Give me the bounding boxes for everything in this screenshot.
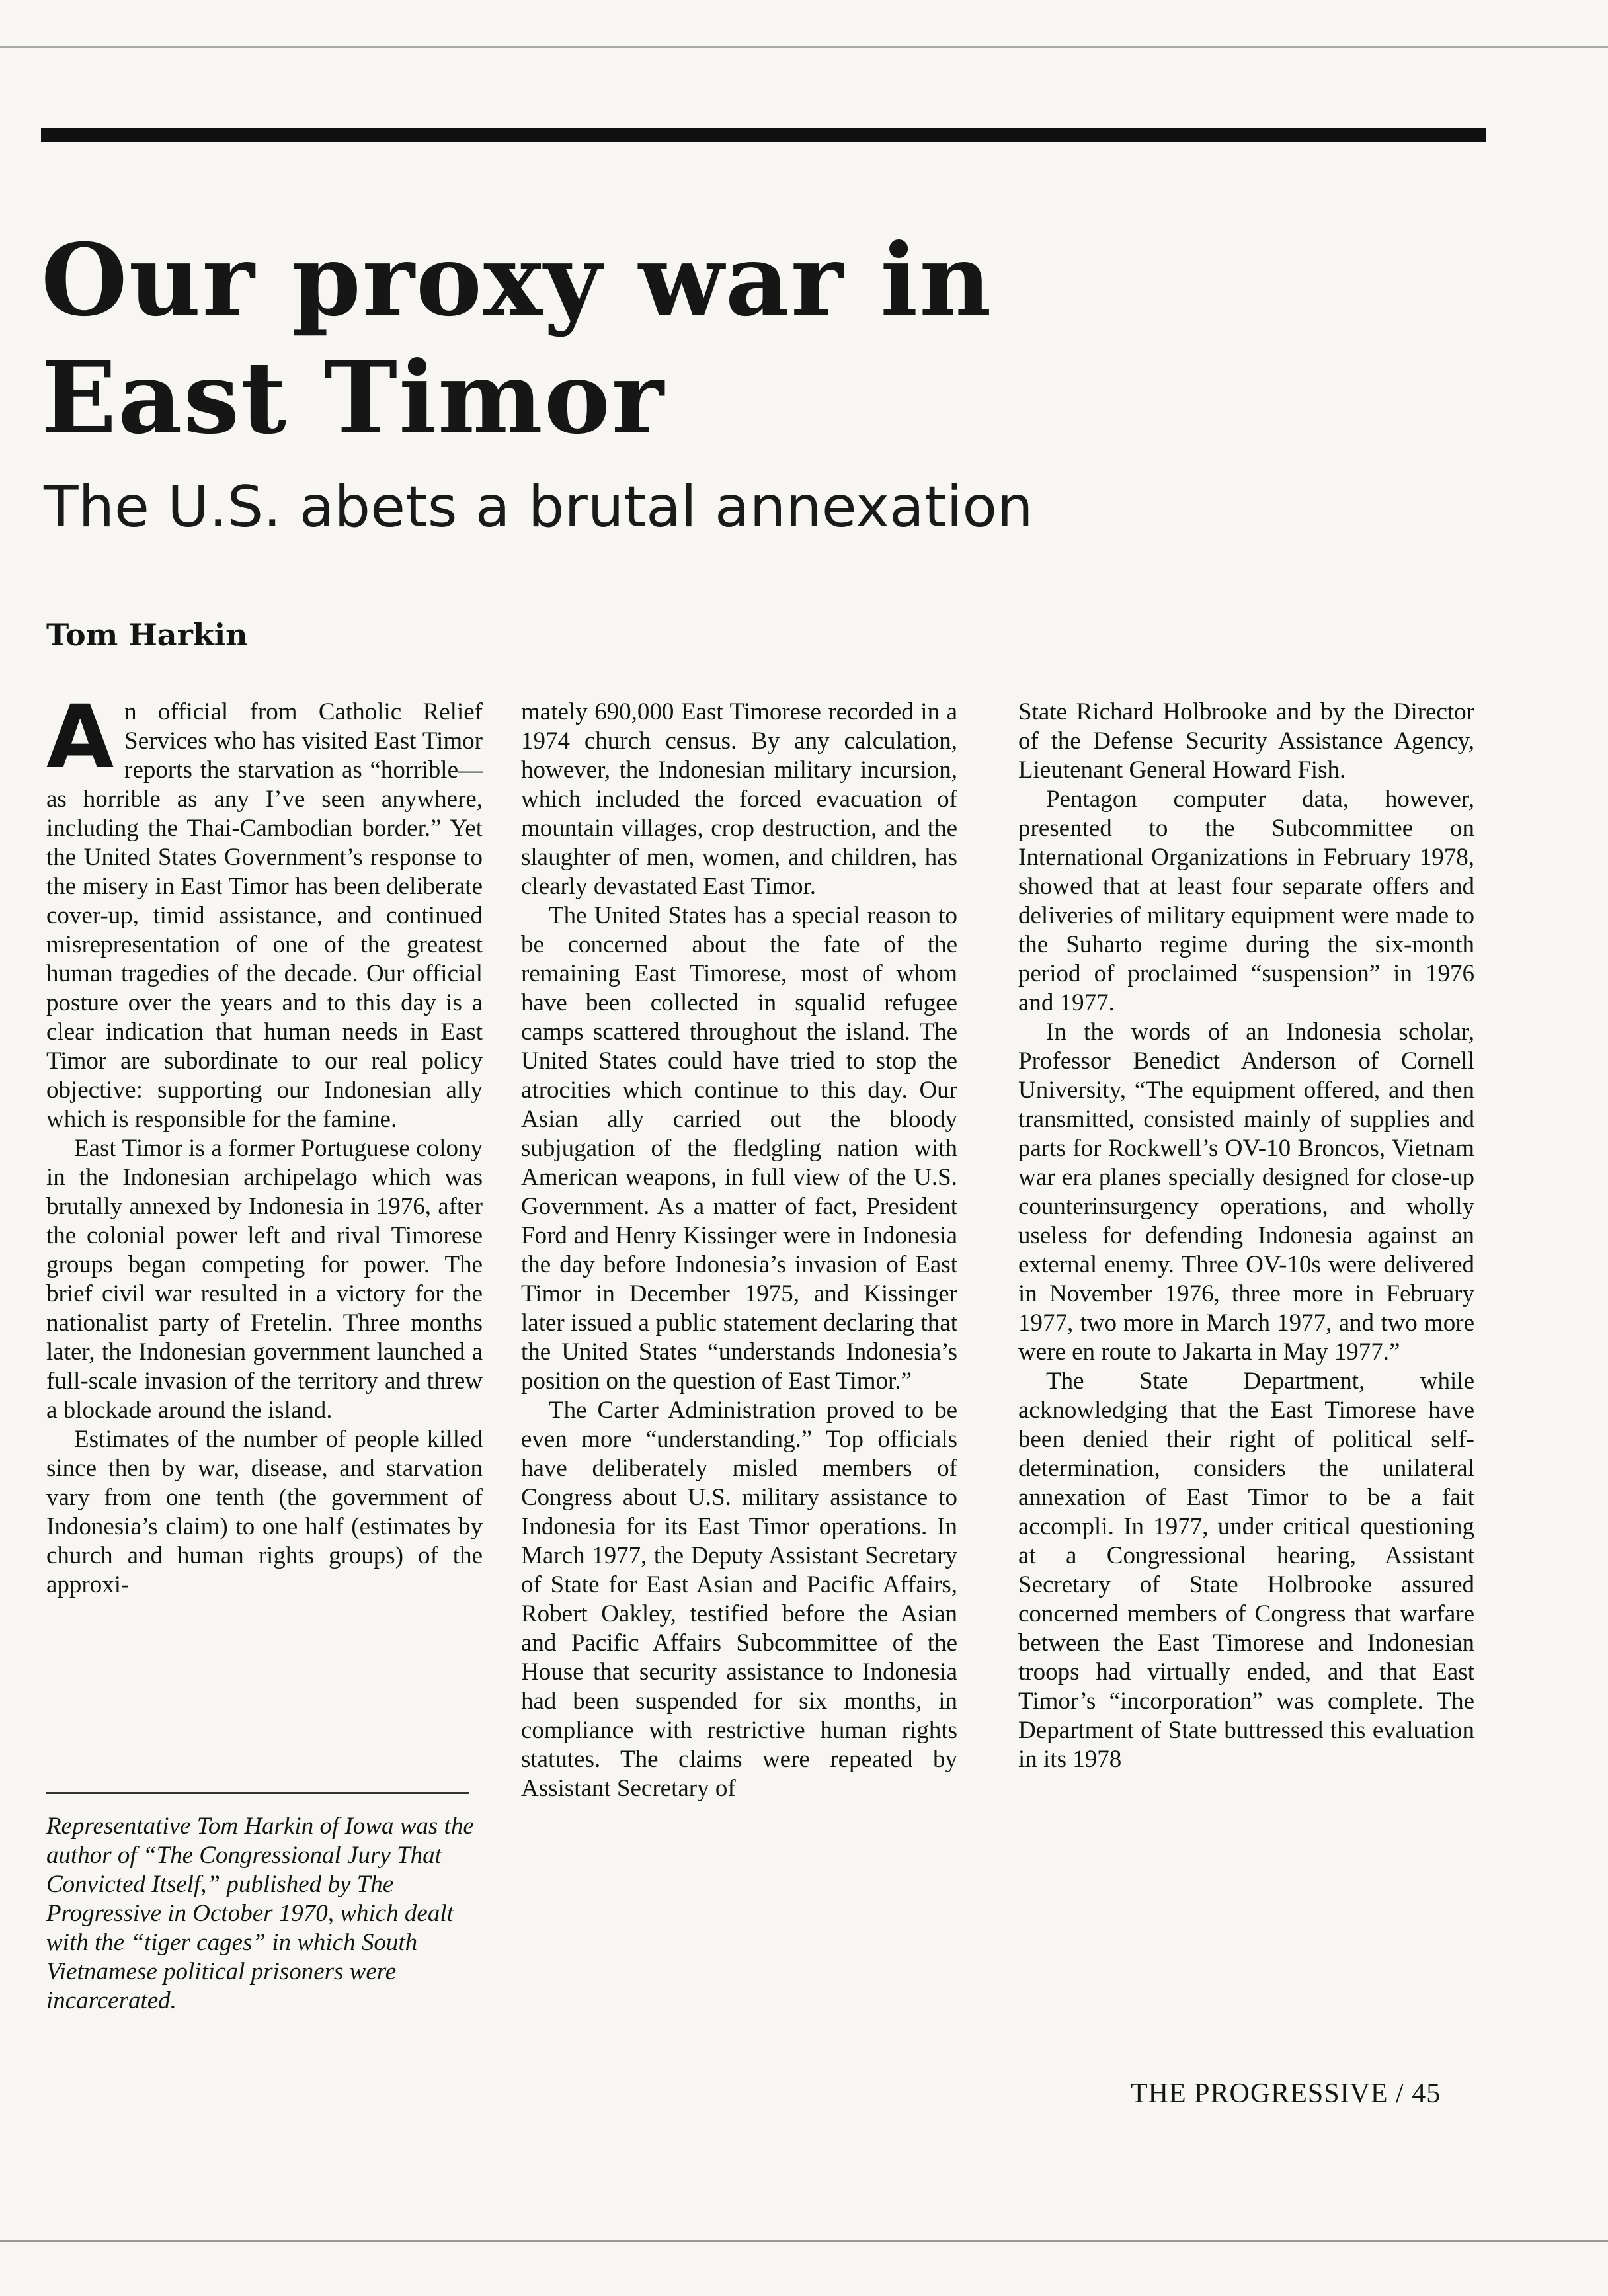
paragraph: mately 690,000 East Timorese recorded in a 1974 church census. By any calculation, however, the Indonesian military incursion, which included the forced evacuation of mountain villages, crop destruction, and the slaughter of men, women, and children, has clearly devastated East Timor.: [521, 698, 957, 900]
paragraph: East Timor is a former Portuguese colony in the Indonesian archipelago which was brutally annexed by Indonesia in 1976, after the colonial power left and rival Timorese groups began competing for power. The brief civil war resulted in a victory for the nationalist party of Fretelin. Three months later, the Indonesian government launched a full-scale invasion of the territory and threw a blockade around the island.: [46, 1135, 483, 1424]
paragraph: Estimates of the number of people killed since then by war, disease, and starvation vary from one tenth (the government of Indonesia’s claim) to one half (estimates by church and human rights groups) of the approxi-: [46, 1426, 483, 1598]
paragraph: Pentagon computer data, however, presented to the Subcommittee on International Organizations in February 1978, showed that at least four separate offers and deliveries of military equipment were made to the Suharto regime during the six-month period of proclaimed “suspension” in 1976 and 1977.: [1018, 786, 1474, 1016]
paragraph: The United States has a special reason to be concerned about the fate of the remaining East Timorese, most of whom have been collected in squalid refugee camps scattered throughout the island. The United States could have tried to stop the atrocities which continue to this day. Our Asian ally carried out the bloody subjugation of the fledgling nation with American weapons, in full view of the U.S. Government. As a matter of fact, President Ford and Henry Kissinger were in Indonesia the day before Indonesia’s invasion of East Timor in December 1975, and Kissinger later issued a public statement declaring that the United States “understands Indonesia’s position on the question of East Timor.”: [521, 902, 957, 1395]
paragraph: In the words of an Indonesia scholar, Professor Benedict Anderson of Cornell University, “The equipment offered, and then transmitted, consisted mainly of supplies and parts for Rockwell’s OV-10 Broncos, Vietnam war era planes specially designed for close-up counterinsurgency operations, and wholly useless for defending Indonesia against an external enemy. Three OV-10s were delivered in November 1976, three more in February 1977, two more in March 1977, and two more were en route to Jakarta in May 1977.”: [1018, 1018, 1474, 1366]
article-column-1: [46, 686, 483, 1600]
article-column-2: [521, 698, 957, 1803]
headline-line-1: Our proxy war in: [41, 222, 993, 339]
byline: Tom Harkin: [46, 617, 248, 653]
headline: [41, 222, 1099, 457]
subheadline: The U.S. abets a brutal annexation: [44, 474, 1033, 540]
paragraph-text: n official from Catholic Relief Services who has visited East Timor reports the starvation as “horrible—as horrible as any I’ve seen anywhere, including the Thai-Cambodian border.” Yet the United States Government’s response to the misery in East Timor has been deliberate cover-up, timid assistance, and continued misrepresentation of one of the greatest human tragedies of the decade. Our official posture over the years and to this day is a clear indication that human needs in East Timor are subordinate to our real policy objective: supporting our Indonesian ally which is responsible for the famine.: [46, 698, 483, 1133]
paragraph: [46, 686, 483, 1134]
headline-line-2: East Timor: [41, 340, 665, 456]
author-bio: Representative Tom Harkin of Iowa was the author of “The Congressional Jury That Convicted Itself,” published by The Progressive in October 1970, which dealt with the “tiger cages” in which South Vietnamese political prisoners were incarcerated.: [46, 1813, 474, 2014]
article-column-3: [1018, 698, 1474, 1774]
scan-edge-bottom: [0, 2240, 1608, 2242]
scan-edge-top: [0, 46, 1608, 48]
paragraph: The State Department, while acknowledging that the East Timorese have been denied their right of political self-determination, considers the unilateral annexation of East Timor to be a fait accompli. In 1977, under critical questioning at a Congressional hearing, Assistant Secretary of State Holbrooke assured concerned members of Congress that warfare between the East Timorese and Indonesian troops had virtually ended, and that East Timor’s “incorporation” was complete. The Department of State buttressed this evaluation in its 1978: [1018, 1368, 1474, 1773]
top-rule: [41, 128, 1486, 142]
bio-divider: [46, 1792, 469, 1794]
page-folio: THE PROGRESSIVE / 45: [1131, 2078, 1441, 2109]
drop-cap: A: [46, 686, 114, 788]
paragraph: The Carter Administration proved to be even more “understanding.” Top officials have deliberately misled members of Congress about U.S. military assistance to Indonesia for its East Timor operations. In March 1977, the Deputy Assistant Secretary of State for East Asian and Pacific Affairs, Robert Oakley, testified before the Asian and Pacific Affairs Subcommittee of the House that security assistance to Indonesia had been suspended for six months, in compliance with restrictive human rights statutes. The claims were repeated by Assistant Secretary of: [521, 1397, 957, 1802]
paragraph: State Richard Holbrooke and by the Director of the Defense Security Assistance Agency, Lieutenant General Howard Fish.: [1018, 698, 1474, 784]
